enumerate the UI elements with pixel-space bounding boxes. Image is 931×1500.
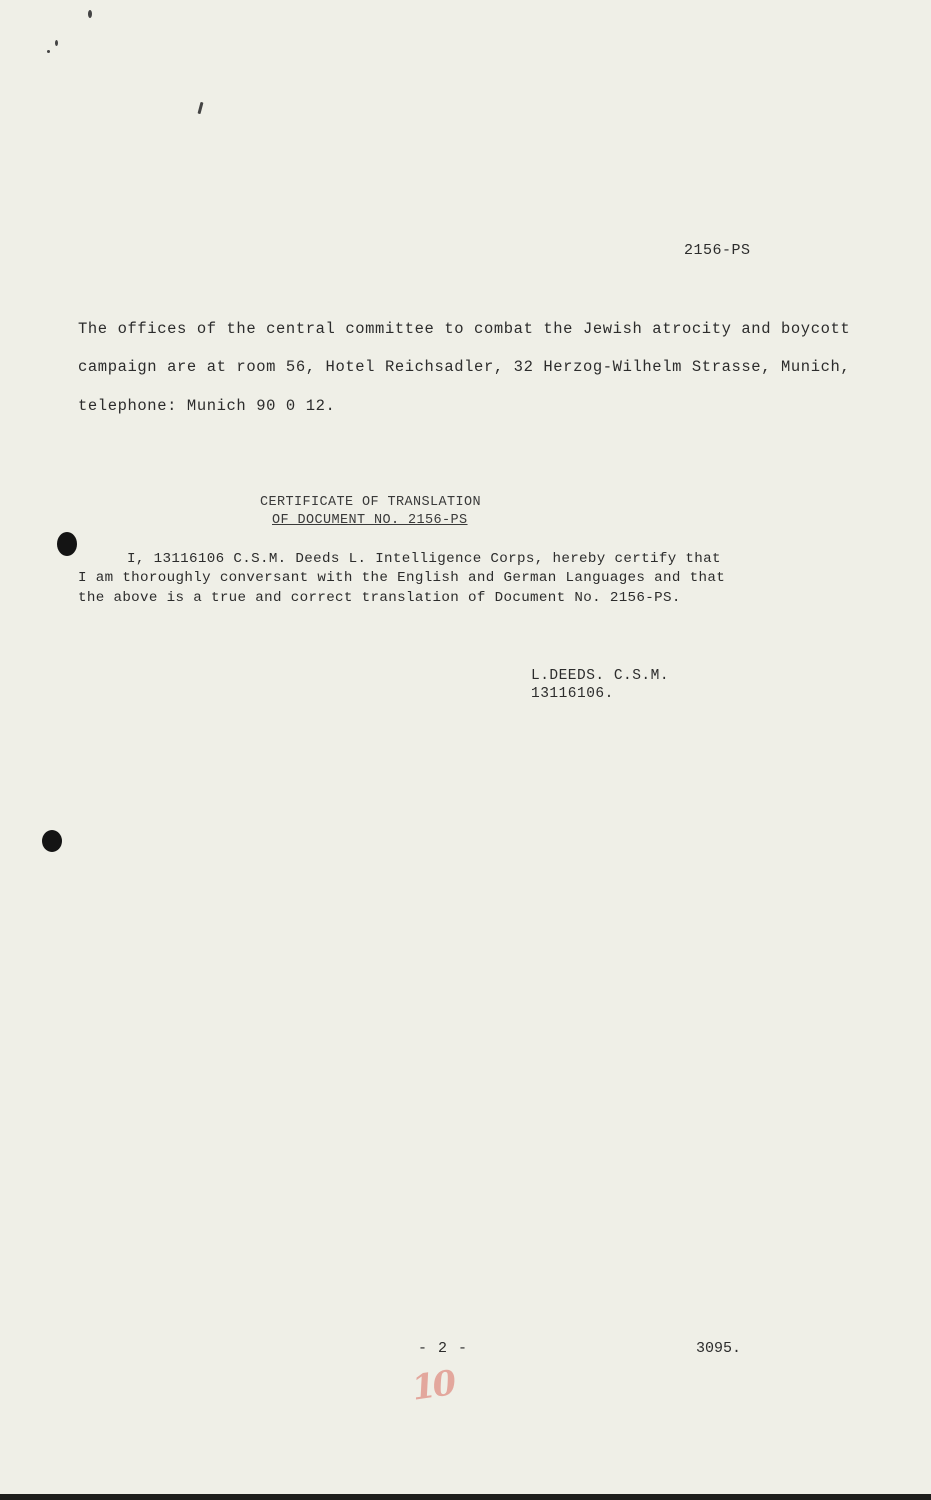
ink-speck — [47, 50, 50, 53]
certificate-subtitle: OF DOCUMENT NO. 2156-PS — [272, 513, 468, 528]
certificate-line-1: I, 13116106 C.S.M. Deeds L. Intelligence Corps, hereby certify that — [127, 551, 721, 567]
punch-hole-bottom — [42, 830, 62, 852]
certificate-line-2: I am thoroughly conversant with the English and German Languages and that — [78, 570, 726, 586]
page-number: - 2 - — [418, 1340, 469, 1357]
signature-name: L.DEEDS. C.S.M. — [531, 668, 670, 684]
page-bottom-edge — [0, 1494, 931, 1500]
ink-speck — [197, 102, 203, 114]
archive-number: 3095. — [696, 1340, 742, 1357]
ink-speck — [55, 40, 58, 46]
certificate-title: CERTIFICATE OF TRANSLATION — [260, 495, 482, 510]
certificate-line-3: the above is a true and correct translation of Document No. 2156-PS. — [78, 590, 681, 606]
punch-hole-top — [57, 532, 77, 556]
handwritten-page-mark: 10 — [409, 1363, 456, 1409]
body-line-2: campaign are at room 56, Hotel Reichsadler, 32 Herzog-Wilhelm Strasse, Munich, — [78, 358, 851, 376]
document-number: 2156-PS — [684, 242, 751, 259]
ink-speck — [88, 10, 92, 18]
body-line-1: The offices of the central committee to combat the Jewish atrocity and boycott — [78, 320, 851, 338]
body-line-3: telephone: Munich 90 0 12. — [78, 397, 336, 415]
signature-number: 13116106. — [531, 686, 614, 702]
